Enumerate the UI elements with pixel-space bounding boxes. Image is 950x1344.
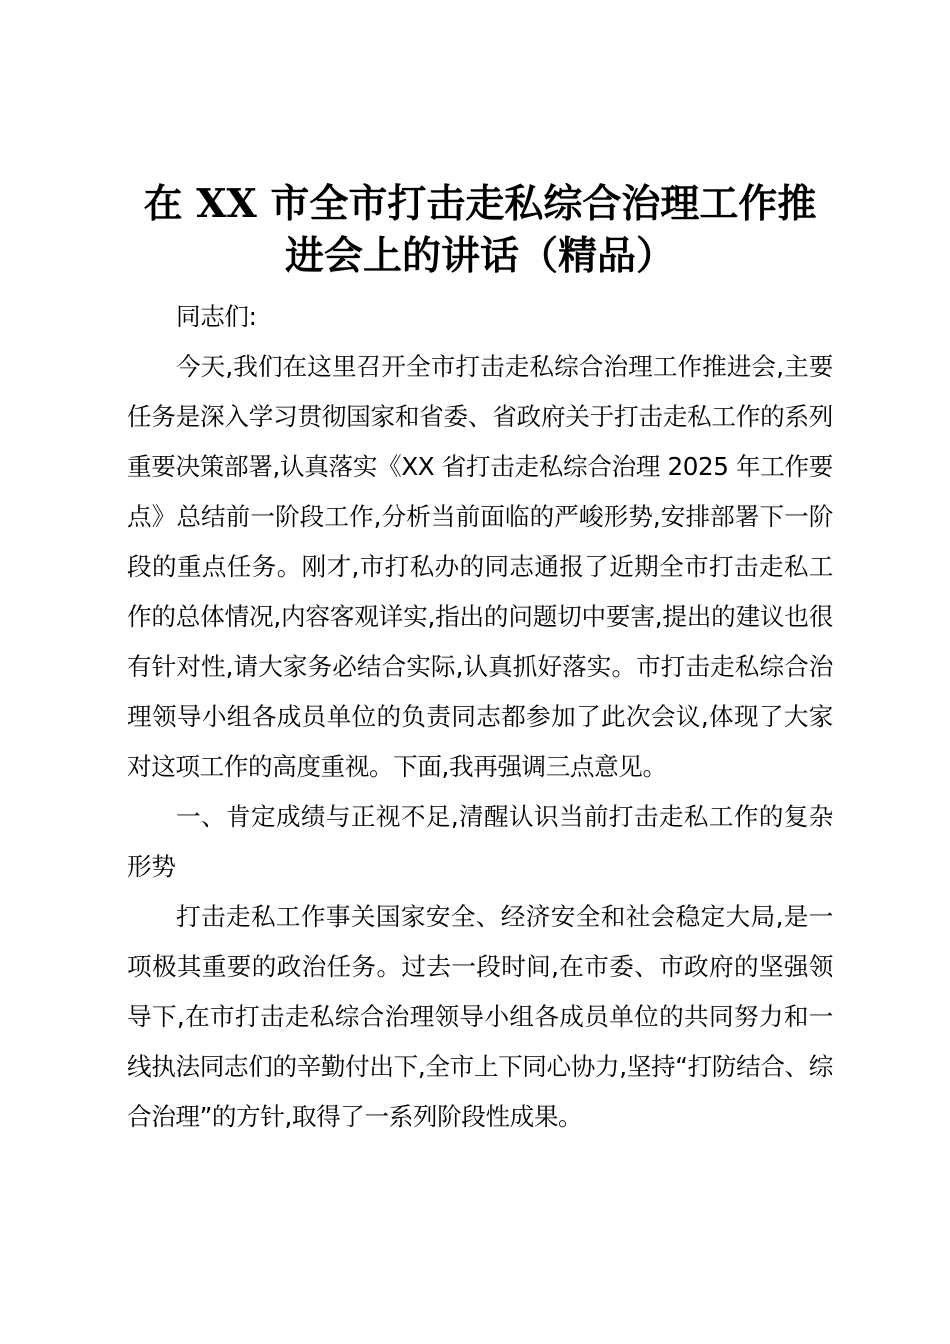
paragraph-opening: 今天,我们在这里召开全市打击走私综合治理工作推进会,主要任务是深入学习贯彻国家和省委、省政府关于打击走私工作的系列重要决策部署,认真落实《XX 省打击走私综合治理 2025 年工作要点》总结前一阶段工作,分析当前面临的严峻形势,安排部署下一阶段的重点任务。刚才,市打私办的同志通报了近期全市打击走私工作的总体情况,内容客观详实,指出的问题切中要害,提出的建议也很有针对性,请大家务必结合实际,认真抓好落实。市打击走私综合治理领导小组各成员单位的负责同志都参加了此次会议,体现了大家对这项工作的高度重视。下面,我再强调三点意见。 xyxy=(127,352,833,781)
paragraph-section-1: 打击走私工作事关国家安全、经济安全和社会稳定大局,是一项极其重要的政治任务。过去一段时间,在市委、市政府的坚强领导下,在市打击走私综合治理领导小组各成员单位的共同努力和一线执法同志们的辛勤付出下,全市上下同心协力,坚持“打防结合、综合治理”的方针,取得了一系列阶段性成果。 xyxy=(127,902,833,1131)
salutation: 同志们: xyxy=(176,302,257,331)
document-title xyxy=(113,178,847,282)
document-page xyxy=(127,178,833,1142)
document-body xyxy=(127,292,833,1142)
section-heading-1: 一、肯定成绩与正视不足,清醒认识当前打击走私工作的复杂形势 xyxy=(127,802,833,881)
document-title-line-2: 进会上的讲话（精品） xyxy=(284,233,675,279)
document-title-line-1: 在 XX 市全市打击走私综合治理工作推 xyxy=(143,181,817,227)
